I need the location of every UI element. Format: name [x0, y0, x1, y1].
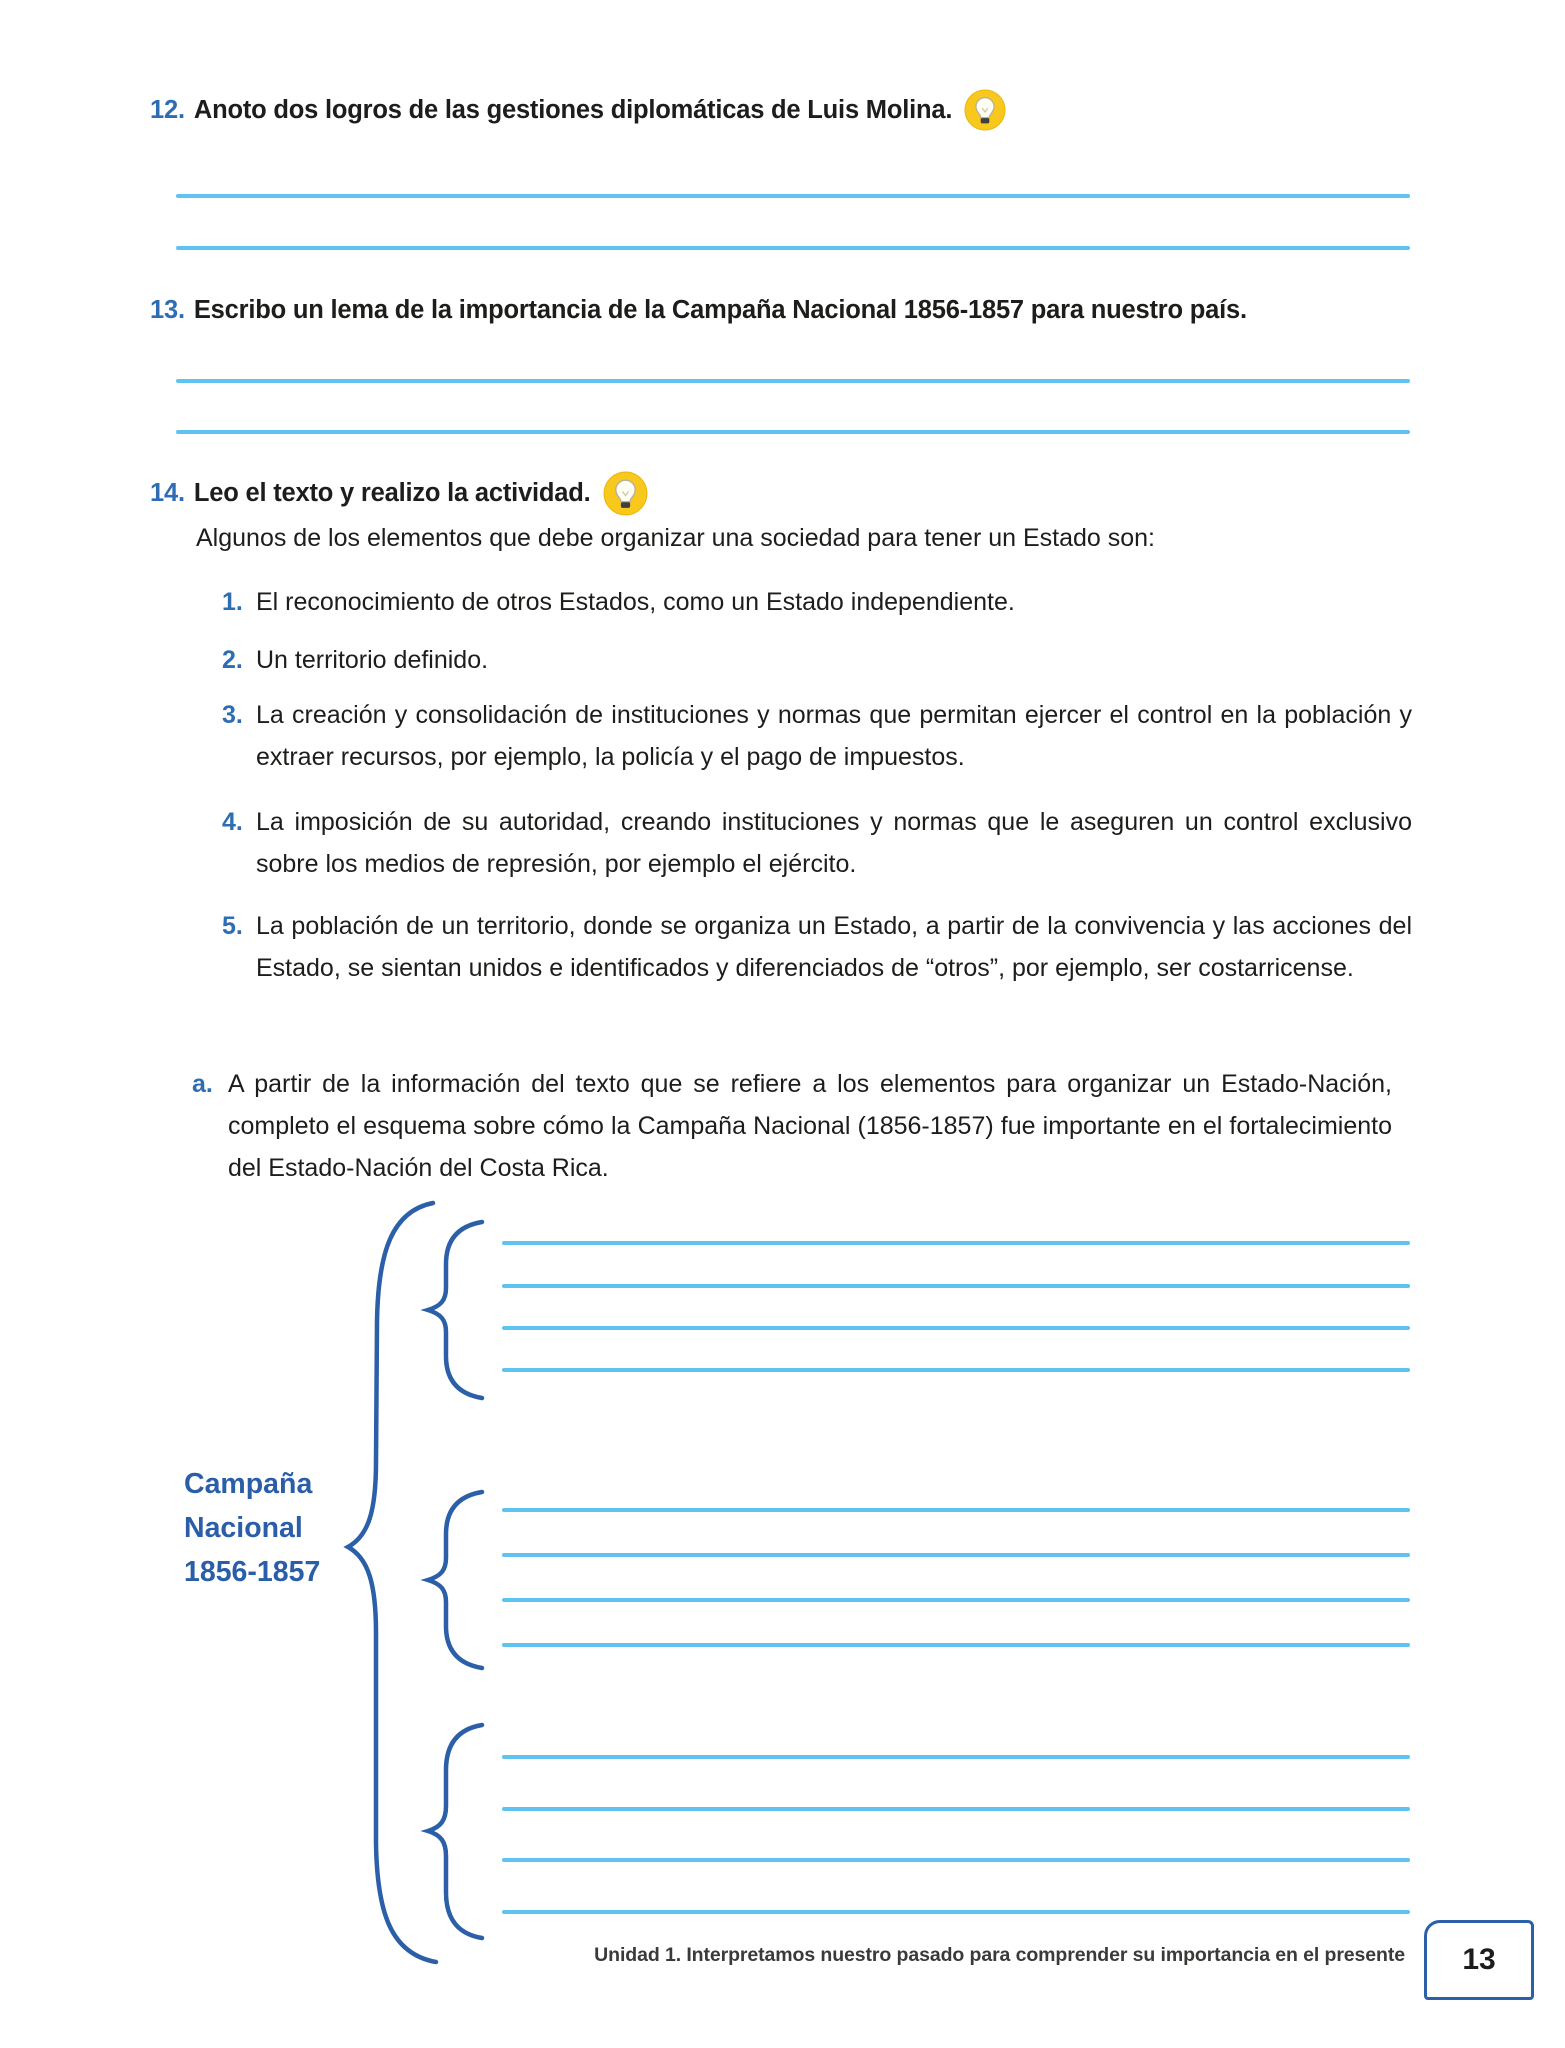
question-14-intro: Algunos de los elementos que debe organizar una sociedad para tener un Estado son:: [196, 524, 1155, 552]
answer-line: [502, 1755, 1410, 1759]
answer-line: [176, 246, 1410, 250]
list-item-number: 1.: [222, 588, 243, 616]
subitem-a-label: a.: [192, 1070, 213, 1098]
group-brace-3: [428, 1725, 482, 1938]
lightbulb-icon: [964, 89, 1006, 131]
list-item-text: El reconocimiento de otros Estados, como un Estado independiente.: [256, 588, 1015, 616]
main-brace: [348, 1203, 436, 1962]
answer-line: [502, 1553, 1410, 1557]
question-14-number: 14.: [150, 479, 185, 507]
answer-line: [502, 1858, 1410, 1862]
question-12-number: 12.: [150, 95, 185, 124]
answer-line: [502, 1241, 1410, 1245]
answer-line: [176, 379, 1410, 383]
answer-line: [502, 1807, 1410, 1811]
subitem-a-text: A partir de la información del texto que se refiere a los elementos para organizar un Estado-Nación, completo el esquema sobre cómo la Campaña Nacional (1856-1857) fue importante en el fortalecimiento del Estado-Nación del Costa Rica.: [228, 1070, 1392, 1182]
question-12-heading: [150, 89, 1006, 131]
list-item-text: La creación y consolidación de instituciones y normas que permitan ejercer el control en la población y extraer recursos, por ejemplo, la policía y el pago de impuestos.: [256, 701, 1412, 771]
list-item-number: 4.: [222, 808, 243, 836]
answer-line: [502, 1598, 1410, 1602]
list-item: [222, 694, 1412, 778]
diagram-label-line: Nacional: [184, 1512, 303, 1544]
diagram-label: [184, 1462, 320, 1594]
diagram-label-line: 1856-1857: [184, 1556, 321, 1588]
answer-line: [502, 1326, 1410, 1330]
diagram-label-line: Campaña: [184, 1468, 313, 1500]
question-13-text: Escribo un lema de la importancia de la Campaña Nacional 1856-1857 para nuestro país.: [193, 296, 1247, 324]
question-14-heading: [150, 471, 648, 516]
list-item: [222, 905, 1412, 989]
list-item-number: 3.: [222, 701, 243, 729]
answer-line: [502, 1910, 1410, 1914]
question-12-text: Anoto dos logros de las gestiones diplomáticas de Luis Molina.: [193, 95, 953, 124]
list-item: [222, 581, 1412, 623]
list-item-text: La población de un territorio, donde se organiza un Estado, a partir de la convivencia y las acciones del Estado, se sientan unidos e identificados y diferenciados de “otros”, por ejemplo, ser costarricense.: [256, 912, 1412, 982]
question-13-heading: [150, 296, 1247, 325]
footer-unit-title: Unidad 1. Interpretamos nuestro pasado para comprender su importancia en el presente: [594, 1944, 1405, 1966]
page-number: 13: [1462, 1943, 1496, 1976]
diagram-braces: [330, 1180, 500, 1990]
group-brace-1: [428, 1222, 482, 1398]
page-number-box: [1424, 1920, 1534, 2000]
question-14-text: Leo el texto y realizo la actividad.: [193, 479, 591, 507]
answer-line: [502, 1643, 1410, 1647]
subitem-a: [192, 1063, 1392, 1189]
answer-line: [176, 194, 1410, 198]
group-brace-2: [428, 1492, 482, 1668]
list-item-number: 5.: [222, 912, 243, 940]
answer-line: [502, 1368, 1410, 1372]
list-item: [222, 639, 1412, 681]
answer-line: [176, 430, 1410, 434]
answer-line: [502, 1508, 1410, 1512]
question-13-number: 13.: [150, 296, 185, 324]
list-item: [222, 801, 1412, 885]
list-item-text: Un territorio definido.: [256, 646, 489, 674]
list-item-text: La imposición de su autoridad, creando instituciones y normas que le aseguren un control exclusivo sobre los medios de represión, por ejemplo el ejército.: [256, 808, 1412, 878]
list-item-number: 2.: [222, 646, 243, 674]
answer-line: [502, 1284, 1410, 1288]
lightbulb-icon: [603, 471, 648, 516]
